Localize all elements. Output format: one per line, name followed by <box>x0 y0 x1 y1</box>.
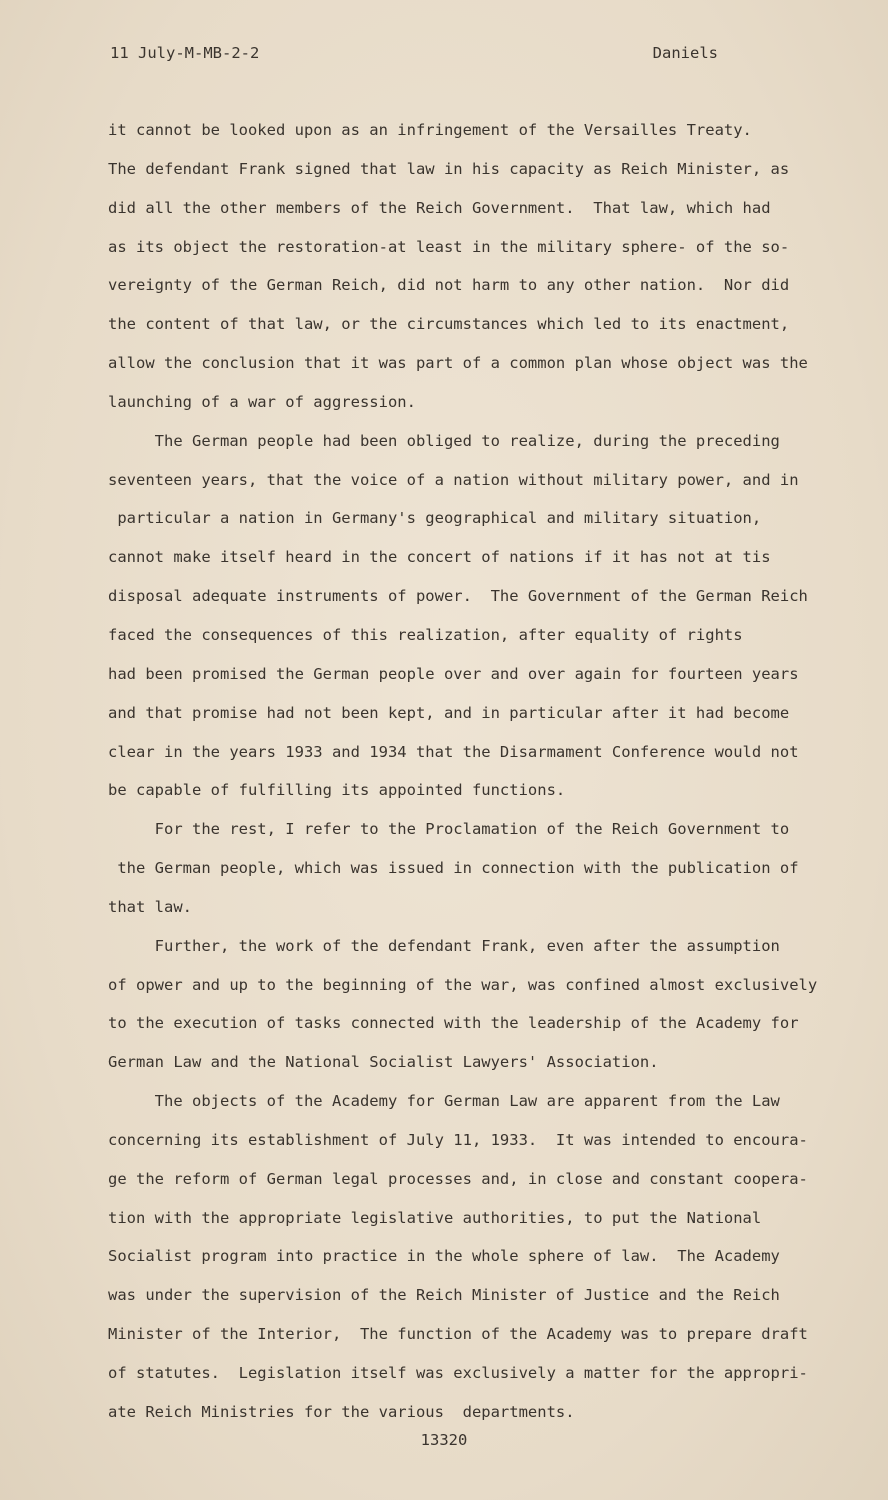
paragraph <box>108 1089 838 1439</box>
text-line: tion with the appropriate legislative authorities, to put the National <box>108 1208 762 1227</box>
document-reference: 11 July-M-MB-2-2 <box>110 44 260 62</box>
text-line: Further, the work of the defendant Frank, even after the assumption <box>108 936 780 955</box>
text-line: concerning its establishment of July 11, 1933. It was intended to encoura- <box>108 1130 808 1149</box>
text-line: be capable of fulfilling its appointed functions. <box>108 781 566 800</box>
text-line: did all the other members of the Reich Government. That law, which had <box>108 198 771 217</box>
speaker-name: Daniels <box>652 44 718 62</box>
text-line: it cannot be looked upon as an infringement of the Versailles Treaty. <box>108 121 752 139</box>
paragraph <box>108 934 838 1089</box>
text-line: of opwer and up to the beginning of the war, was confined almost exclusively <box>108 975 818 994</box>
text-line: that law. <box>108 897 192 916</box>
text-line: the content of that law, or the circumstances which led to its enactment, <box>108 315 790 334</box>
text-line: to the execution of tasks connected with the leadership of the Academy for <box>108 1014 799 1033</box>
text-line: clear in the years 1933 and 1934 that the Disarmament Conference would not <box>108 742 799 761</box>
page-header <box>110 44 718 66</box>
document-body <box>108 118 838 1439</box>
text-line: was under the supervision of the Reich Minister of Justice and the Reich <box>108 1286 780 1305</box>
text-line: and that promise had not been kept, and in particular after it had become <box>108 703 790 722</box>
page-number: 13320 <box>420 1431 468 1449</box>
text-line: allow the conclusion that it was part of a common plan whose object was the <box>108 354 808 373</box>
text-line: German Law and the National Socialist Lawyers' Association. <box>108 1053 659 1072</box>
paragraph <box>108 817 838 934</box>
text-line: seventeen years, that the voice of a nation without military power, and in <box>108 470 799 489</box>
text-line: ge the reform of German legal processes and, in close and constant coopera- <box>108 1169 808 1188</box>
text-line: the German people, which was issued in connection with the publication of <box>108 859 799 878</box>
text-line: ate Reich Ministries for the various departments. <box>108 1402 575 1421</box>
text-line: The defendant Frank signed that law in his capacity as Reich Minister, as <box>108 159 790 178</box>
text-line: Minister of the Interior, The function of the Academy was to prepare draft <box>108 1325 808 1344</box>
text-line: vereignty of the German Reich, did not harm to any other nation. Nor did <box>108 276 790 295</box>
text-line: launching of a war of aggression. <box>108 392 416 411</box>
text-line: For the rest, I refer to the Proclamation of the Reich Government to <box>108 820 790 839</box>
text-line: The German people had been obliged to realize, during the preceding <box>108 431 780 450</box>
paragraph <box>108 118 838 429</box>
text-line: as its object the restoration-at least in the military sphere- of the so- <box>108 237 790 256</box>
text-line: faced the consequences of this realization, after equality of rights <box>108 625 743 644</box>
text-line: cannot make itself heard in the concert of nations if it has not at tis <box>108 548 771 567</box>
text-line: The objects of the Academy for German Law are apparent from the Law <box>108 1092 780 1111</box>
text-line: particular a nation in Germany's geographical and military situation, <box>108 509 762 528</box>
text-line: had been promised the German people over and over again for fourteen years <box>108 664 799 683</box>
text-line: disposal adequate instruments of power. The Government of the German Reich <box>108 587 808 606</box>
text-line: Socialist program into practice in the whole sphere of law. The Academy <box>108 1247 780 1266</box>
text-line: of statutes. Legislation itself was exclusively a matter for the appropri- <box>108 1364 808 1382</box>
paragraph <box>108 429 838 817</box>
